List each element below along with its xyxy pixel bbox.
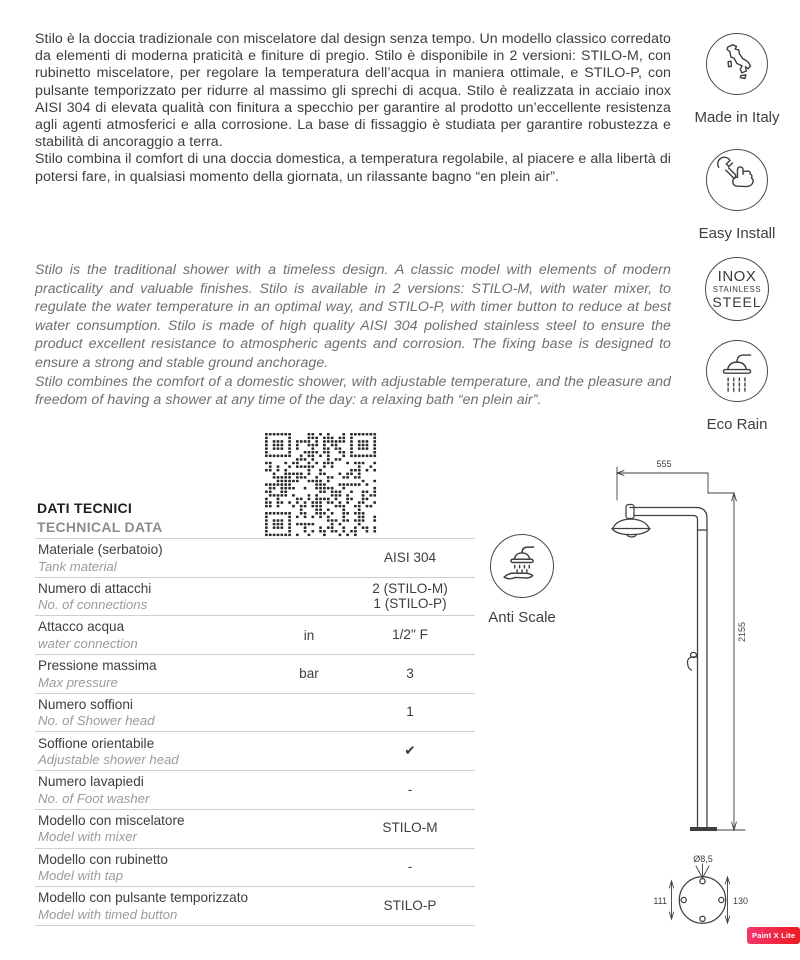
table-row	[35, 615, 475, 654]
row-value: -	[407, 859, 413, 875]
row-unit: in	[303, 627, 315, 643]
shower-column-outline	[612, 505, 717, 832]
row-label-english: Model with timed button	[38, 906, 178, 922]
row-label-english: Max pressure	[38, 674, 118, 690]
dimension-width	[617, 459, 734, 500]
row-label-italian: Modello con miscelatore	[38, 812, 185, 828]
intro-italian-paragraph-2: Stilo combina il comfort di una doccia domestica, a temperatura regolabile, al piacere e alla libertà di potersi fare, in qualsiasi momento della giornata, un rilassante bagno “en plein air”.	[35, 151, 671, 185]
svg-text:2155: 2155	[737, 621, 747, 643]
italy-map-icon	[706, 33, 768, 95]
badge-label: Eco Rain	[706, 416, 768, 433]
row-label-english: Adjustable shower head	[38, 752, 179, 768]
table-row	[35, 848, 475, 887]
intro-english-paragraph-1: Stilo is the traditional shower with a timeless design. A classic model with elements of modern practicality and valuable finishes. Stilo is available in 2 versions: STILO-M, with water mixer, to regulate the water temperature in an optimal way, and STILO-P, with timer button to reduce at best water consumption. Stilo is made of high quality AISI 304 polished stainless steel to ensure the product excellent resistance to atmospheric agents and corrosion. The fixing base is designed to ensure a strong and stable ground anchorage.	[35, 262, 671, 371]
intro-italian	[35, 31, 671, 186]
tech-table	[35, 538, 475, 926]
row-label-english: Model with mixer	[38, 829, 137, 845]
section-header	[37, 500, 163, 535]
table-row	[35, 886, 475, 925]
row-value: 3	[406, 665, 414, 681]
row-value: ✔	[404, 743, 416, 759]
table-row	[35, 654, 475, 693]
row-label-italian: Modello con pulsante temporizzato	[38, 890, 249, 906]
row-value: 2 (STILO-M) 1 (STILO-P)	[372, 581, 448, 611]
badge-eco-rain	[667, 340, 800, 433]
inox-line-2: STAINLESS	[712, 284, 762, 294]
row-value: 1	[406, 704, 414, 720]
row-label-italian: Attacco acqua	[38, 619, 125, 635]
inox-steel-icon	[705, 257, 769, 321]
qr-code	[265, 433, 377, 537]
badge-label: Anti Scale	[488, 609, 556, 626]
row-label-english: Model with tap	[38, 868, 124, 884]
shower-head-icon	[706, 340, 768, 402]
section-title-english: TECHNICAL DATA	[37, 519, 163, 535]
row-label-italian: Materiale (serbatoio)	[38, 542, 163, 558]
row-label-english: Tank material	[38, 558, 117, 574]
row-label-italian: Soffione orientabile	[38, 735, 155, 751]
row-value: 1/2" F	[392, 626, 428, 642]
table-row	[35, 693, 475, 732]
wrench-hand-icon	[706, 149, 768, 211]
inox-line-3: STEEL	[712, 293, 762, 310]
svg-text:Ø8,5: Ø8,5	[693, 854, 713, 864]
base-plate-top-view	[653, 854, 748, 923]
row-label-english: No. of Shower head	[38, 713, 155, 729]
table-row	[35, 731, 475, 770]
badge-easy-install	[667, 149, 800, 242]
svg-text:130: 130	[733, 896, 749, 906]
row-label-english: water connection	[38, 635, 138, 651]
badge-made-in-italy	[667, 33, 800, 126]
dimension-height	[716, 493, 747, 830]
watermark-badge: Paint X Lite	[747, 927, 800, 944]
table-row	[35, 809, 475, 848]
table-row	[35, 538, 475, 577]
badge-inox-stainless-steel	[667, 257, 800, 321]
table-row	[35, 577, 475, 616]
intro-english	[35, 261, 671, 410]
inox-line-1: INOX	[717, 267, 757, 285]
intro-english-paragraph-2: Stilo combines the comfort of a domestic shower, with adjustable temperature, and the pleasure and freedom of having a shower at any time of the day: a relaxing bath “en plein air”.	[35, 373, 671, 409]
row-label-english: No. of Foot washer	[38, 790, 150, 806]
svg-text:111: 111	[653, 896, 667, 906]
badge-label: Easy Install	[698, 225, 776, 242]
technical-drawing	[553, 435, 800, 935]
row-value: STILO-P	[383, 897, 437, 913]
section-title-italian: DATI TECNICI	[37, 500, 133, 516]
intro-italian-paragraph-1: Stilo è la doccia tradizionale con miscelatore dal design senza tempo. Un modello classico corredato da elementi di moderna praticità e finiture di pregio. Stilo è disponibile in 2 versioni: STILO-M, con rubinetto miscelatore, per regolare la temperatura dell’acqua in maniera ottimale, e STILO-P, con pulsante temporizzato per ridurre al massimo gli sprechi di acqua. Stilo è realizzata in acciaio inox AISI 304 di elevata qualità con finitura a specchio per garantire al prodotto un’eccellente resistenza agli agenti atmosferici e alla corrosione. La base di fissaggio è studiata per garantire robustezza e stabilità di ancoraggio a terra.	[35, 31, 671, 151]
row-unit: bar	[299, 666, 319, 682]
row-value: STILO-M	[382, 820, 438, 836]
row-label-italian: Modello con rubinetto	[38, 851, 168, 867]
row-label-italian: Numero lavapiedi	[38, 774, 144, 790]
badge-label: Made in Italy	[694, 109, 780, 126]
row-value: AISI 304	[383, 549, 437, 565]
table-row	[35, 770, 475, 809]
row-value: -	[407, 781, 413, 797]
row-label-italian: Numero di attacchi	[38, 580, 152, 596]
svg-text:555: 555	[656, 459, 672, 469]
row-label-italian: Pressione massima	[38, 658, 157, 674]
row-label-italian: Numero soffioni	[38, 696, 133, 712]
shower-hand-icon	[490, 534, 554, 598]
row-label-english: No. of connections	[38, 597, 148, 613]
